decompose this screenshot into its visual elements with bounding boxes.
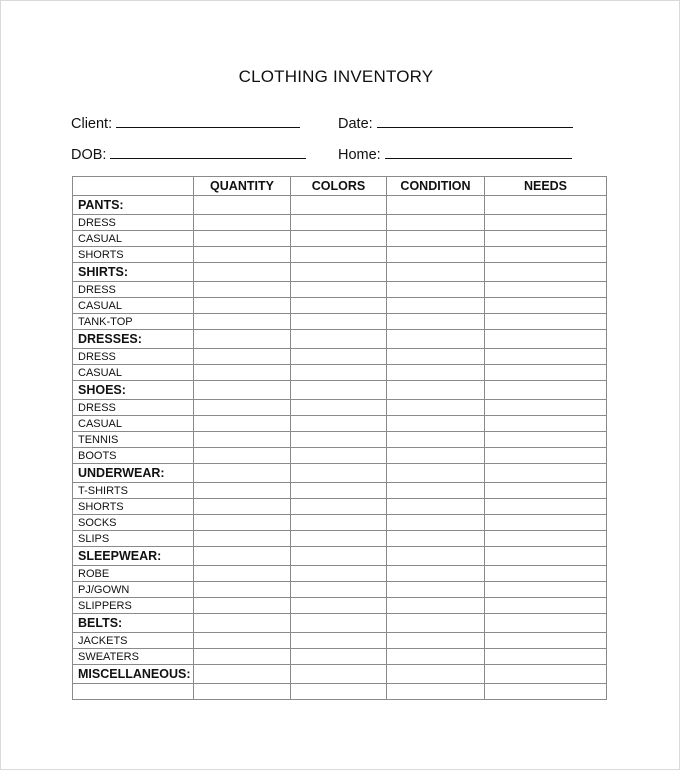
item-label: SLIPPERS: [73, 598, 194, 614]
needs-cell[interactable]: [485, 400, 607, 416]
quantity-cell[interactable]: [194, 365, 291, 381]
section-label: SLEEPWEAR:: [73, 547, 194, 566]
table-row: [73, 416, 607, 432]
colors-cell[interactable]: [291, 499, 387, 515]
condition-cell[interactable]: [387, 282, 485, 298]
colors-cell[interactable]: [291, 448, 387, 464]
column-header-condition: CONDITION: [387, 177, 485, 196]
colors-cell[interactable]: [291, 614, 387, 633]
condition-cell[interactable]: [387, 298, 485, 314]
colors-cell[interactable]: [291, 263, 387, 282]
item-label: CASUAL: [73, 231, 194, 247]
condition-cell[interactable]: [387, 416, 485, 432]
item-label: T-SHIRTS: [73, 483, 194, 499]
quantity-cell[interactable]: [194, 531, 291, 547]
colors-cell[interactable]: [291, 598, 387, 614]
section-label: SHOES:: [73, 381, 194, 400]
quantity-cell[interactable]: [194, 582, 291, 598]
table-row: [73, 432, 607, 448]
condition-cell[interactable]: [387, 649, 485, 665]
inventory-table: [72, 176, 607, 700]
colors-cell[interactable]: [291, 365, 387, 381]
needs-cell[interactable]: [485, 349, 607, 365]
quantity-cell[interactable]: [194, 349, 291, 365]
condition-cell[interactable]: [387, 247, 485, 263]
needs-cell[interactable]: [485, 515, 607, 531]
needs-cell[interactable]: [485, 464, 607, 483]
condition-cell[interactable]: [387, 531, 485, 547]
client-blank-line[interactable]: [116, 114, 300, 128]
colors-cell[interactable]: [291, 547, 387, 566]
item-label: JACKETS: [73, 633, 194, 649]
page-title: CLOTHING INVENTORY: [238, 67, 434, 86]
item-label: SLIPS: [73, 531, 194, 547]
condition-cell[interactable]: [387, 448, 485, 464]
column-header-needs: NEEDS: [485, 177, 607, 196]
needs-cell[interactable]: [485, 483, 607, 499]
needs-cell[interactable]: [485, 566, 607, 582]
condition-cell[interactable]: [387, 263, 485, 282]
item-label: DRESS: [73, 349, 194, 365]
colors-cell[interactable]: [291, 231, 387, 247]
quantity-cell[interactable]: [194, 282, 291, 298]
item-label: [73, 684, 194, 700]
quantity-cell[interactable]: [194, 263, 291, 282]
dob-field: [71, 145, 306, 163]
colors-cell[interactable]: [291, 515, 387, 531]
section-row: [73, 263, 607, 282]
condition-cell[interactable]: [387, 464, 485, 483]
colors-cell[interactable]: [291, 665, 387, 684]
colors-cell[interactable]: [291, 381, 387, 400]
quantity-cell[interactable]: [194, 432, 291, 448]
table-row: [73, 566, 607, 582]
table-row: [73, 349, 607, 365]
needs-cell[interactable]: [485, 365, 607, 381]
colors-cell[interactable]: [291, 649, 387, 665]
item-label: DRESS: [73, 282, 194, 298]
condition-cell[interactable]: [387, 684, 485, 700]
table-row: [73, 400, 607, 416]
condition-cell[interactable]: [387, 582, 485, 598]
condition-cell[interactable]: [387, 598, 485, 614]
quantity-cell[interactable]: [194, 547, 291, 566]
table-row: [73, 282, 607, 298]
condition-cell[interactable]: [387, 499, 485, 515]
section-label: MISCELLANEOUS:: [73, 665, 194, 684]
quantity-cell[interactable]: [194, 566, 291, 582]
quantity-cell[interactable]: [194, 314, 291, 330]
needs-cell[interactable]: [485, 231, 607, 247]
needs-cell[interactable]: [485, 282, 607, 298]
section-row: [73, 330, 607, 349]
quantity-cell[interactable]: [194, 400, 291, 416]
quantity-cell[interactable]: [194, 483, 291, 499]
quantity-cell[interactable]: [194, 416, 291, 432]
needs-cell[interactable]: [485, 665, 607, 684]
condition-cell[interactable]: [387, 400, 485, 416]
table-row: [73, 649, 607, 665]
needs-cell[interactable]: [485, 448, 607, 464]
quantity-cell[interactable]: [194, 330, 291, 349]
section-label: PANTS:: [73, 196, 194, 215]
condition-cell[interactable]: [387, 515, 485, 531]
needs-cell[interactable]: [485, 330, 607, 349]
needs-cell[interactable]: [485, 614, 607, 633]
date-field: [338, 114, 573, 132]
table-row: [73, 531, 607, 547]
needs-cell[interactable]: [485, 381, 607, 400]
client-field: [71, 114, 300, 132]
quantity-cell[interactable]: [194, 448, 291, 464]
quantity-cell[interactable]: [194, 298, 291, 314]
colors-cell[interactable]: [291, 400, 387, 416]
condition-cell[interactable]: [387, 330, 485, 349]
dob-blank-line[interactable]: [110, 145, 306, 159]
item-label: CASUAL: [73, 416, 194, 432]
table-row: [73, 483, 607, 499]
colors-cell[interactable]: [291, 247, 387, 263]
home-blank-line[interactable]: [385, 145, 572, 159]
section-row: [73, 614, 607, 633]
needs-cell[interactable]: [485, 416, 607, 432]
table-row: [73, 515, 607, 531]
quantity-cell[interactable]: [194, 381, 291, 400]
table-header-row: [73, 177, 607, 196]
colors-cell[interactable]: [291, 215, 387, 231]
condition-cell[interactable]: [387, 547, 485, 566]
section-label: DRESSES:: [73, 330, 194, 349]
needs-cell[interactable]: [485, 263, 607, 282]
client-label: Client:: [71, 116, 113, 132]
item-label: TENNIS: [73, 432, 194, 448]
colors-cell[interactable]: [291, 298, 387, 314]
condition-cell[interactable]: [387, 432, 485, 448]
needs-cell[interactable]: [485, 196, 607, 215]
condition-cell[interactable]: [387, 215, 485, 231]
quantity-cell[interactable]: [194, 614, 291, 633]
condition-cell[interactable]: [387, 349, 485, 365]
condition-cell[interactable]: [387, 665, 485, 684]
needs-cell[interactable]: [485, 432, 607, 448]
table-row: [73, 215, 607, 231]
column-header-colors: COLORS: [291, 177, 387, 196]
condition-cell[interactable]: [387, 614, 485, 633]
table-row: [73, 231, 607, 247]
section-label: UNDERWEAR:: [73, 464, 194, 483]
quantity-cell[interactable]: [194, 515, 291, 531]
condition-cell[interactable]: [387, 314, 485, 330]
item-label: CASUAL: [73, 298, 194, 314]
condition-cell[interactable]: [387, 365, 485, 381]
date-label: Date:: [338, 116, 373, 132]
item-label: DRESS: [73, 400, 194, 416]
colors-cell[interactable]: [291, 282, 387, 298]
colors-cell[interactable]: [291, 464, 387, 483]
table-row: [73, 582, 607, 598]
quantity-cell[interactable]: [194, 633, 291, 649]
quantity-cell[interactable]: [194, 215, 291, 231]
needs-cell[interactable]: [485, 598, 607, 614]
date-blank-line[interactable]: [377, 114, 573, 128]
table-row: [73, 298, 607, 314]
colors-cell[interactable]: [291, 314, 387, 330]
section-row: [73, 665, 607, 684]
colors-cell[interactable]: [291, 633, 387, 649]
condition-cell[interactable]: [387, 196, 485, 215]
table-row: [73, 499, 607, 515]
quantity-cell[interactable]: [194, 464, 291, 483]
quantity-cell[interactable]: [194, 665, 291, 684]
needs-cell[interactable]: [485, 547, 607, 566]
condition-cell[interactable]: [387, 633, 485, 649]
item-label: SHORTS: [73, 499, 194, 515]
condition-cell[interactable]: [387, 381, 485, 400]
quantity-cell[interactable]: [194, 196, 291, 215]
item-label: SOCKS: [73, 515, 194, 531]
needs-cell[interactable]: [485, 649, 607, 665]
colors-cell[interactable]: [291, 684, 387, 700]
table-row: [73, 633, 607, 649]
needs-cell[interactable]: [485, 531, 607, 547]
column-header-item: [73, 177, 194, 196]
colors-cell[interactable]: [291, 566, 387, 582]
condition-cell[interactable]: [387, 483, 485, 499]
table-row: [73, 365, 607, 381]
section-row: [73, 381, 607, 400]
quantity-cell[interactable]: [194, 499, 291, 515]
table-row: [73, 247, 607, 263]
table-row: [73, 448, 607, 464]
needs-cell[interactable]: [485, 215, 607, 231]
section-row: [73, 547, 607, 566]
needs-cell[interactable]: [485, 582, 607, 598]
condition-cell[interactable]: [387, 231, 485, 247]
table-body: [73, 196, 607, 700]
column-header-quantity: QUANTITY: [194, 177, 291, 196]
colors-cell[interactable]: [291, 582, 387, 598]
quantity-cell[interactable]: [194, 598, 291, 614]
colors-cell[interactable]: [291, 483, 387, 499]
item-label: DRESS: [73, 215, 194, 231]
colors-cell[interactable]: [291, 349, 387, 365]
section-label: SHIRTS:: [73, 263, 194, 282]
needs-cell[interactable]: [485, 298, 607, 314]
item-label: SWEATERS: [73, 649, 194, 665]
home-field: [338, 145, 572, 163]
item-label: CASUAL: [73, 365, 194, 381]
section-row: [73, 464, 607, 483]
dob-label: DOB:: [71, 147, 107, 163]
item-label: ROBE: [73, 566, 194, 582]
needs-cell[interactable]: [485, 633, 607, 649]
table-row: [73, 598, 607, 614]
needs-cell[interactable]: [485, 314, 607, 330]
item-label: TANK-TOP: [73, 314, 194, 330]
home-label: Home:: [338, 147, 381, 163]
colors-cell[interactable]: [291, 330, 387, 349]
section-label: BELTS:: [73, 614, 194, 633]
colors-cell[interactable]: [291, 432, 387, 448]
quantity-cell[interactable]: [194, 247, 291, 263]
needs-cell[interactable]: [485, 247, 607, 263]
item-label: PJ/GOWN: [73, 582, 194, 598]
section-row: [73, 196, 607, 215]
colors-cell[interactable]: [291, 196, 387, 215]
colors-cell[interactable]: [291, 531, 387, 547]
table-row: [73, 314, 607, 330]
item-label: SHORTS: [73, 247, 194, 263]
needs-cell[interactable]: [485, 499, 607, 515]
quantity-cell[interactable]: [194, 684, 291, 700]
item-label: BOOTS: [73, 448, 194, 464]
needs-cell[interactable]: [485, 684, 607, 700]
quantity-cell[interactable]: [194, 649, 291, 665]
quantity-cell[interactable]: [194, 231, 291, 247]
condition-cell[interactable]: [387, 566, 485, 582]
colors-cell[interactable]: [291, 416, 387, 432]
table-row: [73, 684, 607, 700]
